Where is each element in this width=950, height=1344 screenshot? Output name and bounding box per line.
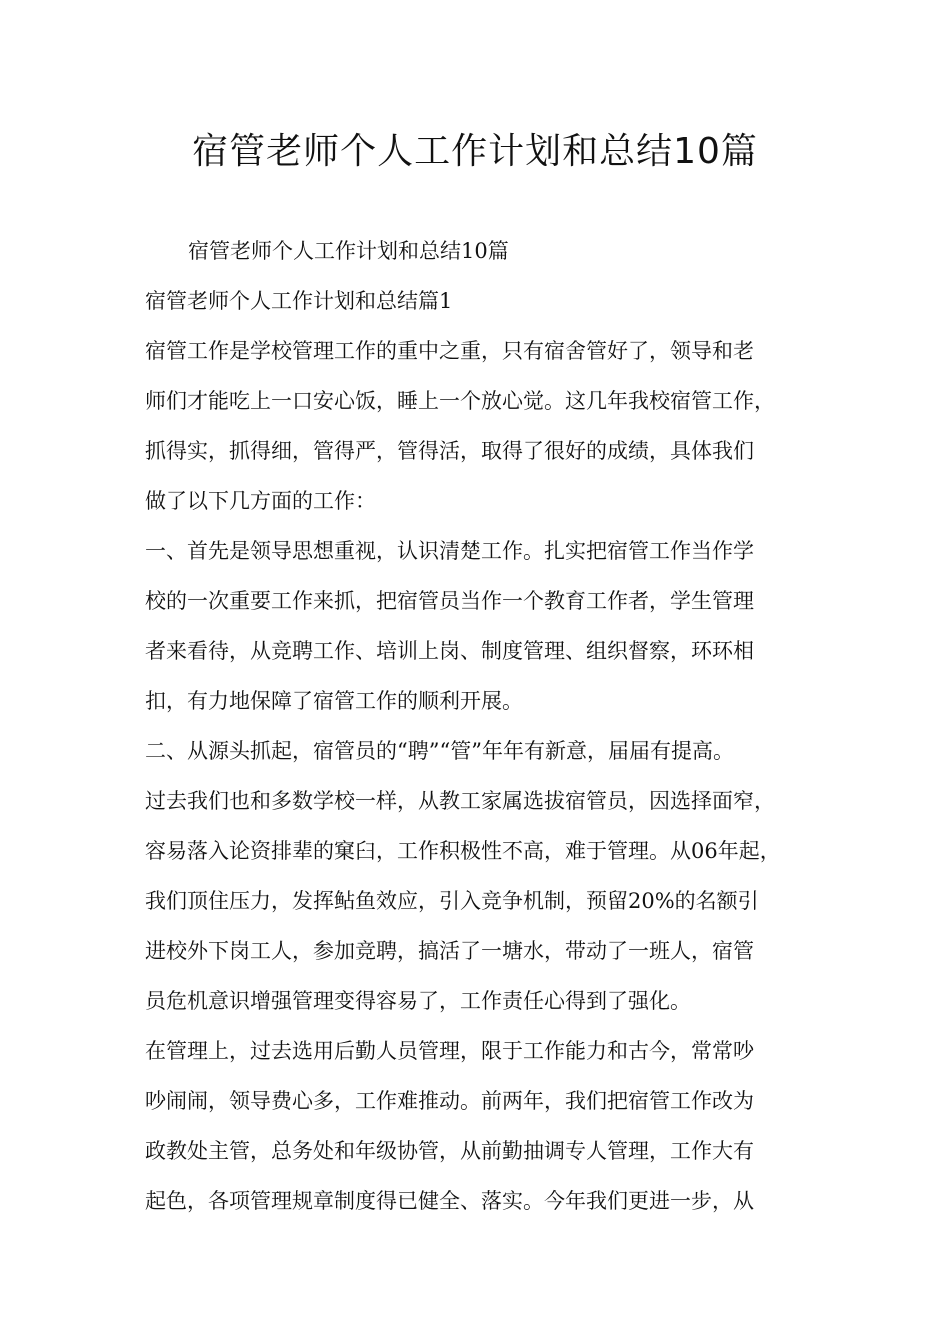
body-line: 过去我们也和多数学校一样，从教工家属选拔宿管员，因选择面窄， bbox=[145, 789, 775, 813]
body-line: 我们顶住压力，发挥鲇鱼效应，引入竞争机制，预留20%的名额引 bbox=[145, 889, 759, 913]
body-line: 容易落入论资排辈的窠臼，工作积极性不高，难于管理。从06年起， bbox=[145, 839, 781, 863]
body-line: 二、从源头抓起，宿管员的“聘”“管”年年有新意，届届有提高。 bbox=[145, 739, 734, 763]
body-line: 宿管工作是学校管理工作的重中之重，只有宿舍管好了，领导和老 bbox=[145, 339, 754, 363]
body-line: 校的一次重要工作来抓，把宿管员当作一个教育工作者，学生管理 bbox=[145, 589, 754, 613]
body-line: 师们才能吃上一口安心饭，睡上一个放心觉。这几年我校宿管工作， bbox=[145, 389, 775, 413]
subtitle-line: 宿管老师个人工作计划和总结10篇 bbox=[188, 239, 509, 263]
body-line: 扣，有力地保障了宿管工作的顺利开展。 bbox=[145, 689, 523, 713]
document-title: 宿管老师个人工作计划和总结10篇 bbox=[192, 131, 758, 172]
body-line: 抓得实，抓得细，管得严，管得活，取得了很好的成绩，具体我们 bbox=[145, 439, 754, 463]
body-line: 政教处主管，总务处和年级协管，从前勤抽调专人管理，工作大有 bbox=[145, 1139, 754, 1163]
section-heading: 宿管老师个人工作计划和总结篇1 bbox=[145, 289, 453, 313]
body-line: 进校外下岗工人，参加竞聘，搞活了一塘水，带动了一班人，宿管 bbox=[145, 939, 754, 963]
body-line: 吵闹闹，领导费心多，工作难推动。前两年，我们把宿管工作改为 bbox=[145, 1089, 754, 1113]
body-line: 起色，各项管理规章制度得已健全、落实。今年我们更进一步，从 bbox=[145, 1189, 754, 1213]
body-line: 做了以下几方面的工作： bbox=[145, 489, 376, 513]
body-line: 一、首先是领导思想重视，认识清楚工作。扎实把宿管工作当作学 bbox=[145, 539, 754, 563]
body-line: 员危机意识增强管理变得容易了，工作责任心得到了强化。 bbox=[145, 989, 691, 1013]
body-line: 在管理上，过去选用后勤人员管理，限于工作能力和古今，常常吵 bbox=[145, 1039, 754, 1063]
body-line: 者来看待，从竞聘工作、培训上岗、制度管理、组织督察，环环相 bbox=[145, 639, 754, 663]
